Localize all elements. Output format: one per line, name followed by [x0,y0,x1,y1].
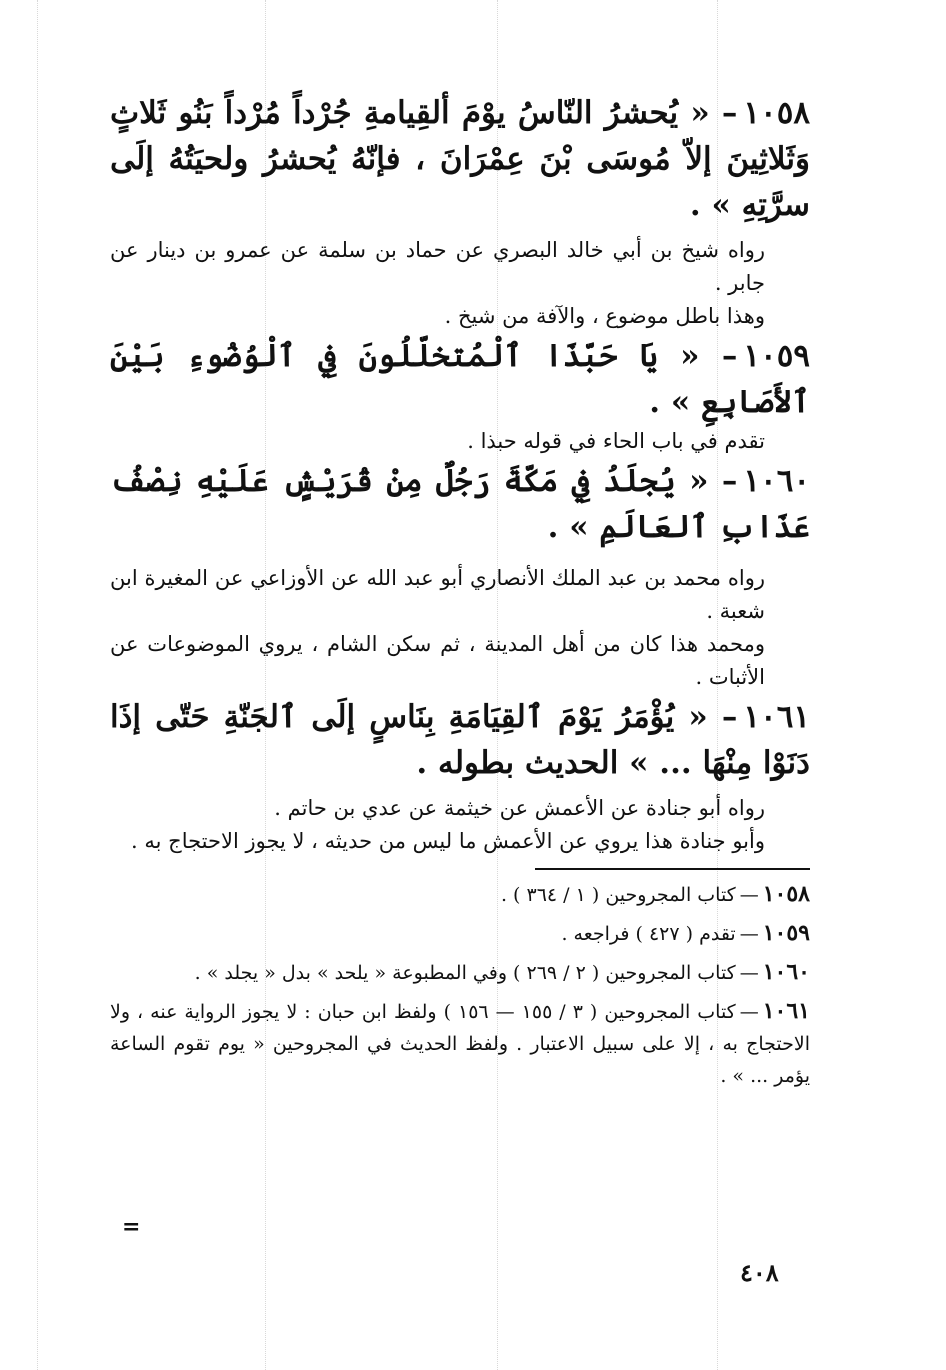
footnote-text: كتاب المجروحين ( ١ / ٣٦٤ ) . [500,884,736,906]
commentary-line: تقدم في باب الحاء في قوله حبذا . [467,429,765,453]
hadith-commentary [110,792,810,858]
footnote: ١٠٦٠—كتاب المجروحين ( ٢ / ٢٦٩ ) وفي المطبوعة « يلحد » بدل « يجلد » . [194,959,810,985]
hadith-body: – « يُحشرُ النّاسُ يوْمَ ألقِيامةِ جُرْداً مُرْداً بَنُو ثَلاثٍ وَثَلاثِينَ إلاّ مُوسَى بْنَ عِمْرَانَ ، فإنّهُ يُحشرُ ولحيَتُهُ إلَى سرَّتِهِ » . [110,95,810,223]
commentary-line: رواه أبو جنادة عن الأعمش عن خيثمة عن عدي بن حاتم . [274,796,765,820]
footnote-text: تقدم ( ٤٢٧ ) فراجعه . [561,923,736,945]
book-page [110,90,810,1092]
footnote-number: ١٠٦١ [762,998,810,1024]
footnotes [110,878,810,1092]
hadith-entry-1058 [110,90,810,333]
page-number: ٤٠٨ [740,1258,779,1287]
footnote: ١٠٥٩—تقدم ( ٤٢٧ ) فراجعه . [561,920,810,946]
footnote-text: كتاب المجروحين ( ٢ / ٢٦٩ ) وفي المطبوعة « يلحد » بدل « يجلد » . [194,962,736,984]
hadith-entry-1059 [110,333,810,458]
hadith-text [110,694,810,786]
commentary-line: ومحمد هذا كان من أهل المدينة ، ثم سكن الشام ، يروي الموضوعات عن الأثبات . [110,632,765,689]
footnote-number: ١٠٦٠ [762,959,810,985]
hadith-entry-1061 [110,694,810,858]
hadith-number: ١٠٦٠ [743,463,810,499]
commentary-line: رواه شيخ بن أبي خالد البصري عن حماد بن سلمة عن عمرو بن دينار عن جابر . [110,238,765,295]
footnote-separator [535,868,810,870]
hadith-entry-1060 [110,458,810,694]
hadith-body: – « يَا حَبّذَا ٱلْمُتخلّلُونَ فِي ٱلْوُضُوءِ بَيْنَ ٱلأَصَابِعِ » . [110,338,810,420]
hadith-commentary [110,425,810,458]
footnote-text: كتاب المجروحين ( ٣ / ١٥٥ — ١٥٦ ) ولفظ ابن حبان : لا يجوز الرواية عنه ، ولا الاحتجاج به ، إلا على سبيل الاعتبار . ولفظ الحديث في المجروحين « يوم تقوم الساعة يؤمر ... » . [110,1001,810,1087]
hadith-text [110,90,810,228]
commentary-line: رواه محمد بن عبد الملك الأنصاري أبو عبد الله عن الأوزاعي عن المغيرة ابن شعبة . [110,566,765,623]
hadith-number: ١٠٥٨ [743,95,810,131]
commentary-line: وهذا باطل موضوع ، والآفة من شيخ . [444,304,765,328]
hadith-commentary [110,562,810,694]
hadith-commentary [110,234,810,333]
commentary-line: وأبو جنادة هذا يروي عن الأعمش ما ليس من حديثه ، لا يجوز الاحتجاج به . [131,829,765,853]
hadith-body: – « يُؤْمَرُ يَوْمَ ٱلقِيَامَةِ بِنَاسٍ إلَى ٱلجَنّةِ حَتّى إذَا دَنَوْا مِنْهَا ... » الحديث بطوله . [110,699,810,781]
hadith-text [110,333,810,425]
footnote: ١٠٦١—كتاب المجروحين ( ٣ / ١٥٥ — ١٥٦ ) ولفظ ابن حبان : لا يجوز الرواية عنه ، ولا الاحتجاج به ، إلا على سبيل الاعتبار . ولفظ الحديث في المجروحين « يوم تقوم الساعة يؤمر ... » . [110,998,810,1087]
footnote-number: ١٠٥٩ [762,920,810,946]
footnote-number: ١٠٥٨ [762,881,810,907]
hadith-number: ١٠٦١ [743,699,810,735]
scan-guide-line [37,0,38,1370]
hadith-text [110,458,810,550]
footnote: ١٠٥٨—كتاب المجروحين ( ١ / ٣٦٤ ) . [500,881,810,907]
continuation-mark: = [122,1214,141,1240]
hadith-body: – « يُجلَدُ فِي مَكّةَ رَجُلٌ مِنْ قُرَيْشٍ عَلَيْهِ نِصْفُ عَذَابِ ٱلعَالَمِ » . [110,463,810,545]
hadith-number: ١٠٥٩ [743,338,810,374]
